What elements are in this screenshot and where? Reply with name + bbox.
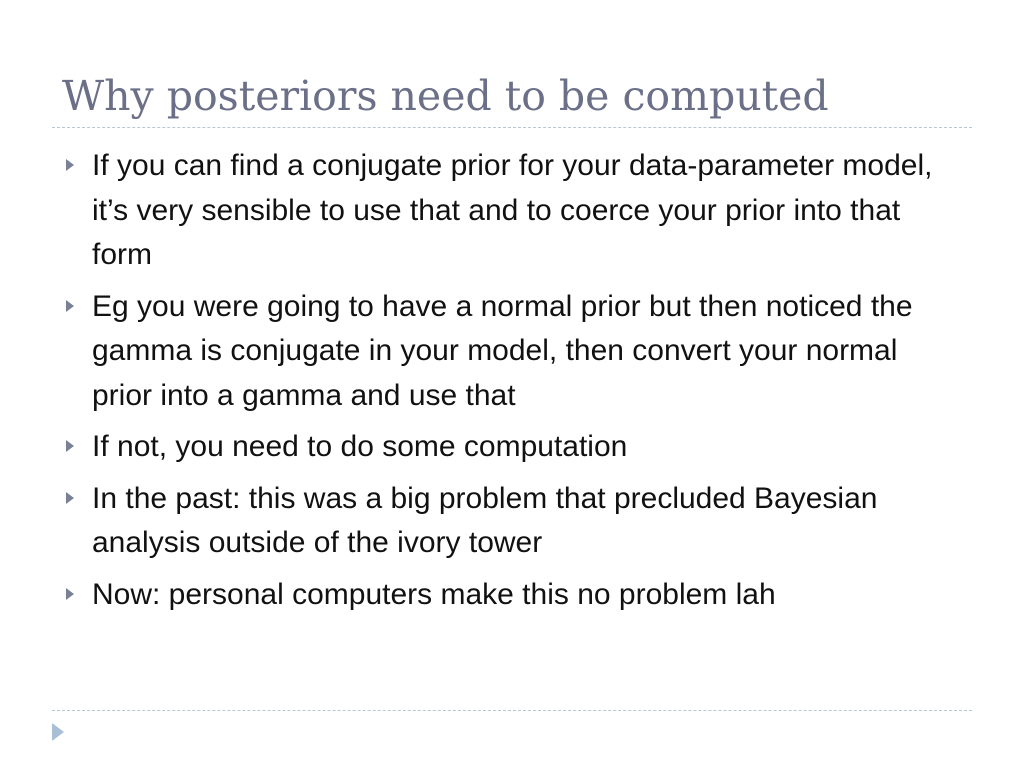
bullet-text: In the past: this was a big problem that precluded Bayesian analysis outside of the ivory tower (92, 481, 878, 559)
triangle-bullet-icon (66, 440, 74, 452)
footer-divider (52, 710, 972, 711)
triangle-bullet-icon (66, 300, 74, 312)
bullet-item (62, 425, 962, 470)
slide-title: Why posteriors need to be computed (62, 72, 829, 120)
bullet-text: Eg you were going to have a normal prior but then noticed the gamma is conjugate in your model, then convert your normal prior into a gamma and use that (92, 289, 913, 412)
triangle-bullet-icon (66, 588, 74, 600)
bullet-item (62, 477, 962, 566)
bullet-item (62, 144, 962, 278)
bullet-text: Now: personal computers make this no problem lah (92, 577, 776, 611)
title-divider (52, 127, 972, 128)
triangle-bullet-icon (66, 159, 74, 171)
triangle-nav-icon (52, 723, 64, 741)
bullet-list (62, 144, 962, 624)
bullet-item (62, 285, 962, 419)
triangle-bullet-icon (66, 492, 74, 504)
bullet-text: If you can find a conjugate prior for your data-parameter model, it’s very sensible to use that and to coerce your prior into that form (92, 149, 933, 271)
bullet-item (62, 573, 962, 618)
bullet-text: If not, you need to do some computation (92, 430, 628, 463)
